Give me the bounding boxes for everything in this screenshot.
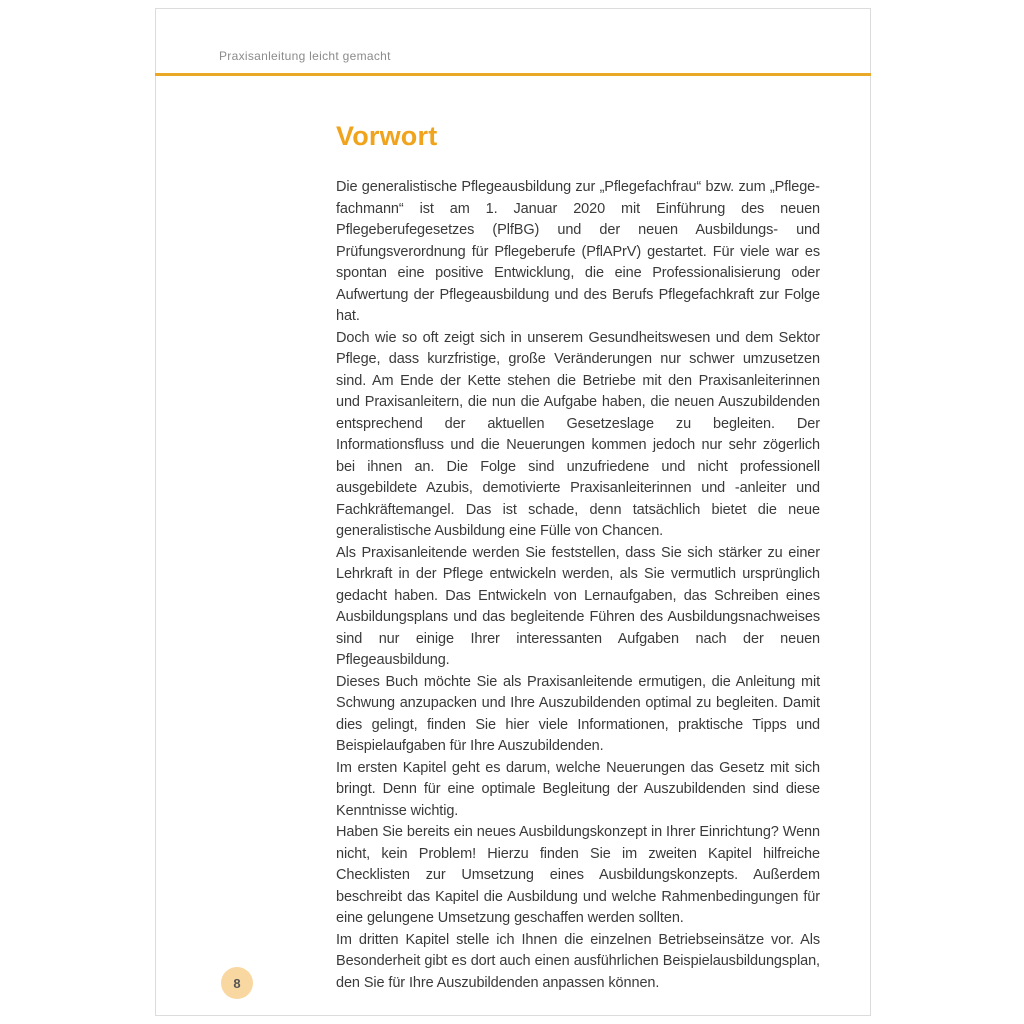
paragraph: Als Praxisanleitende werden Sie feststellen, dass Sie sich stärker zu einer Lehrkraft in der Pflege entwickeln werden, als Sie vermutlich ursprünglich gedacht haben. Das Entwickeln von Lernaufgaben, das Schreiben eines Ausbildungsplans und das begleitende Führen des Ausbildungsnachweises sind nur einige Ihrer interessanten Aufgaben nach der neuen Pflegeausbildung. [336,544,820,668]
paragraph: Haben Sie bereits ein neues Ausbildungskonzept in Ihrer Einrichtung? Wenn nicht, kein Problem! Hierzu finden Sie im zweiten Kapitel hilfreiche Checklisten zur Umsetzung eines Ausbildungskonzepts. Außerdem beschreibt das Kapitel die Ausbildung und welche Rahmenbedingungen für eine gelungene Umsetzung geschaffen werden sollten. [336,824,820,926]
paragraph: Dieses Buch möchte Sie als Praxisanleitende ermutigen, die Anleitung mit Schwung anzupacken und Ihre Auszubildenden optimal zu begleiten. Damit dies gelingt, finden Sie hier viele Informationen, praktische Tipps und Beispielaufgaben für Ihre Auszubildenden. [336,673,820,754]
paragraph: Doch wie so oft zeigt sich in unserem Gesundheitswesen und dem Sektor Pflege, dass kurzfristige, große Veränderungen nur schwer umzusetzen sind. Am Ende der Kette stehen die Betriebe mit den Praxisanleiterinnen und Praxisanleitern, die nun die Aufgabe haben, die neuen Auszubildenden entsprechend der aktuellen Gesetzeslage zu begleiten. Der Informationsfluss und die Neuerungen kommen jedoch nur sehr zögerlich bei ihnen an. Die Folge sind unzufriedene und nicht professionell ausgebildete Azubis, demotivierte Praxisanleiterinnen und -anleiter und Fachkräftemangel. Das ist schade, denn tatsächlich bietet die neue generalistische Ausbildung eine Fülle von Chancen. [336,329,820,539]
paragraph: Im dritten Kapitel stelle ich Ihnen die einzelnen Betriebseinsätze vor. Als Besonderheit gibt es dort auch einen ausführlichen Beispielausbildungsplan, den Sie für Ihre Auszubildenden anpassen können. [336,931,820,991]
page-title: Vorwort [336,121,438,152]
paragraph: Im ersten Kapitel geht es darum, welche Neuerungen das Gesetz mit sich bringt. Denn für eine optimale Begleitung der Auszubildenden sind diese Kenntnisse wichtig. [336,759,820,819]
page-number-badge [221,967,253,999]
book-page [155,8,871,1016]
paragraph: Die generalistische Pflegeausbildung zur „Pflegefachfrau“ bzw. zum „Pflegefachmann“ ist am 1. Januar 2020 mit Einführung des neuen Pflegeberufegesetzes (PlfBG) und der neuen Ausbildungs- und Prüfungsverordnung für Pflegeberufe (PflAPrV) gestartet. Für viele war es spontan eine positive Entwicklung, die eine Professionalisierung oder Aufwertung der Pflegeausbildung und des Berufs Pflegefachkraft zur Folge hat. [336,179,820,324]
body-text [336,177,820,994]
running-header: Praxisanleitung leicht gemacht [219,49,391,63]
page-number: 8 [233,975,241,991]
header-rule-divider [155,73,871,76]
